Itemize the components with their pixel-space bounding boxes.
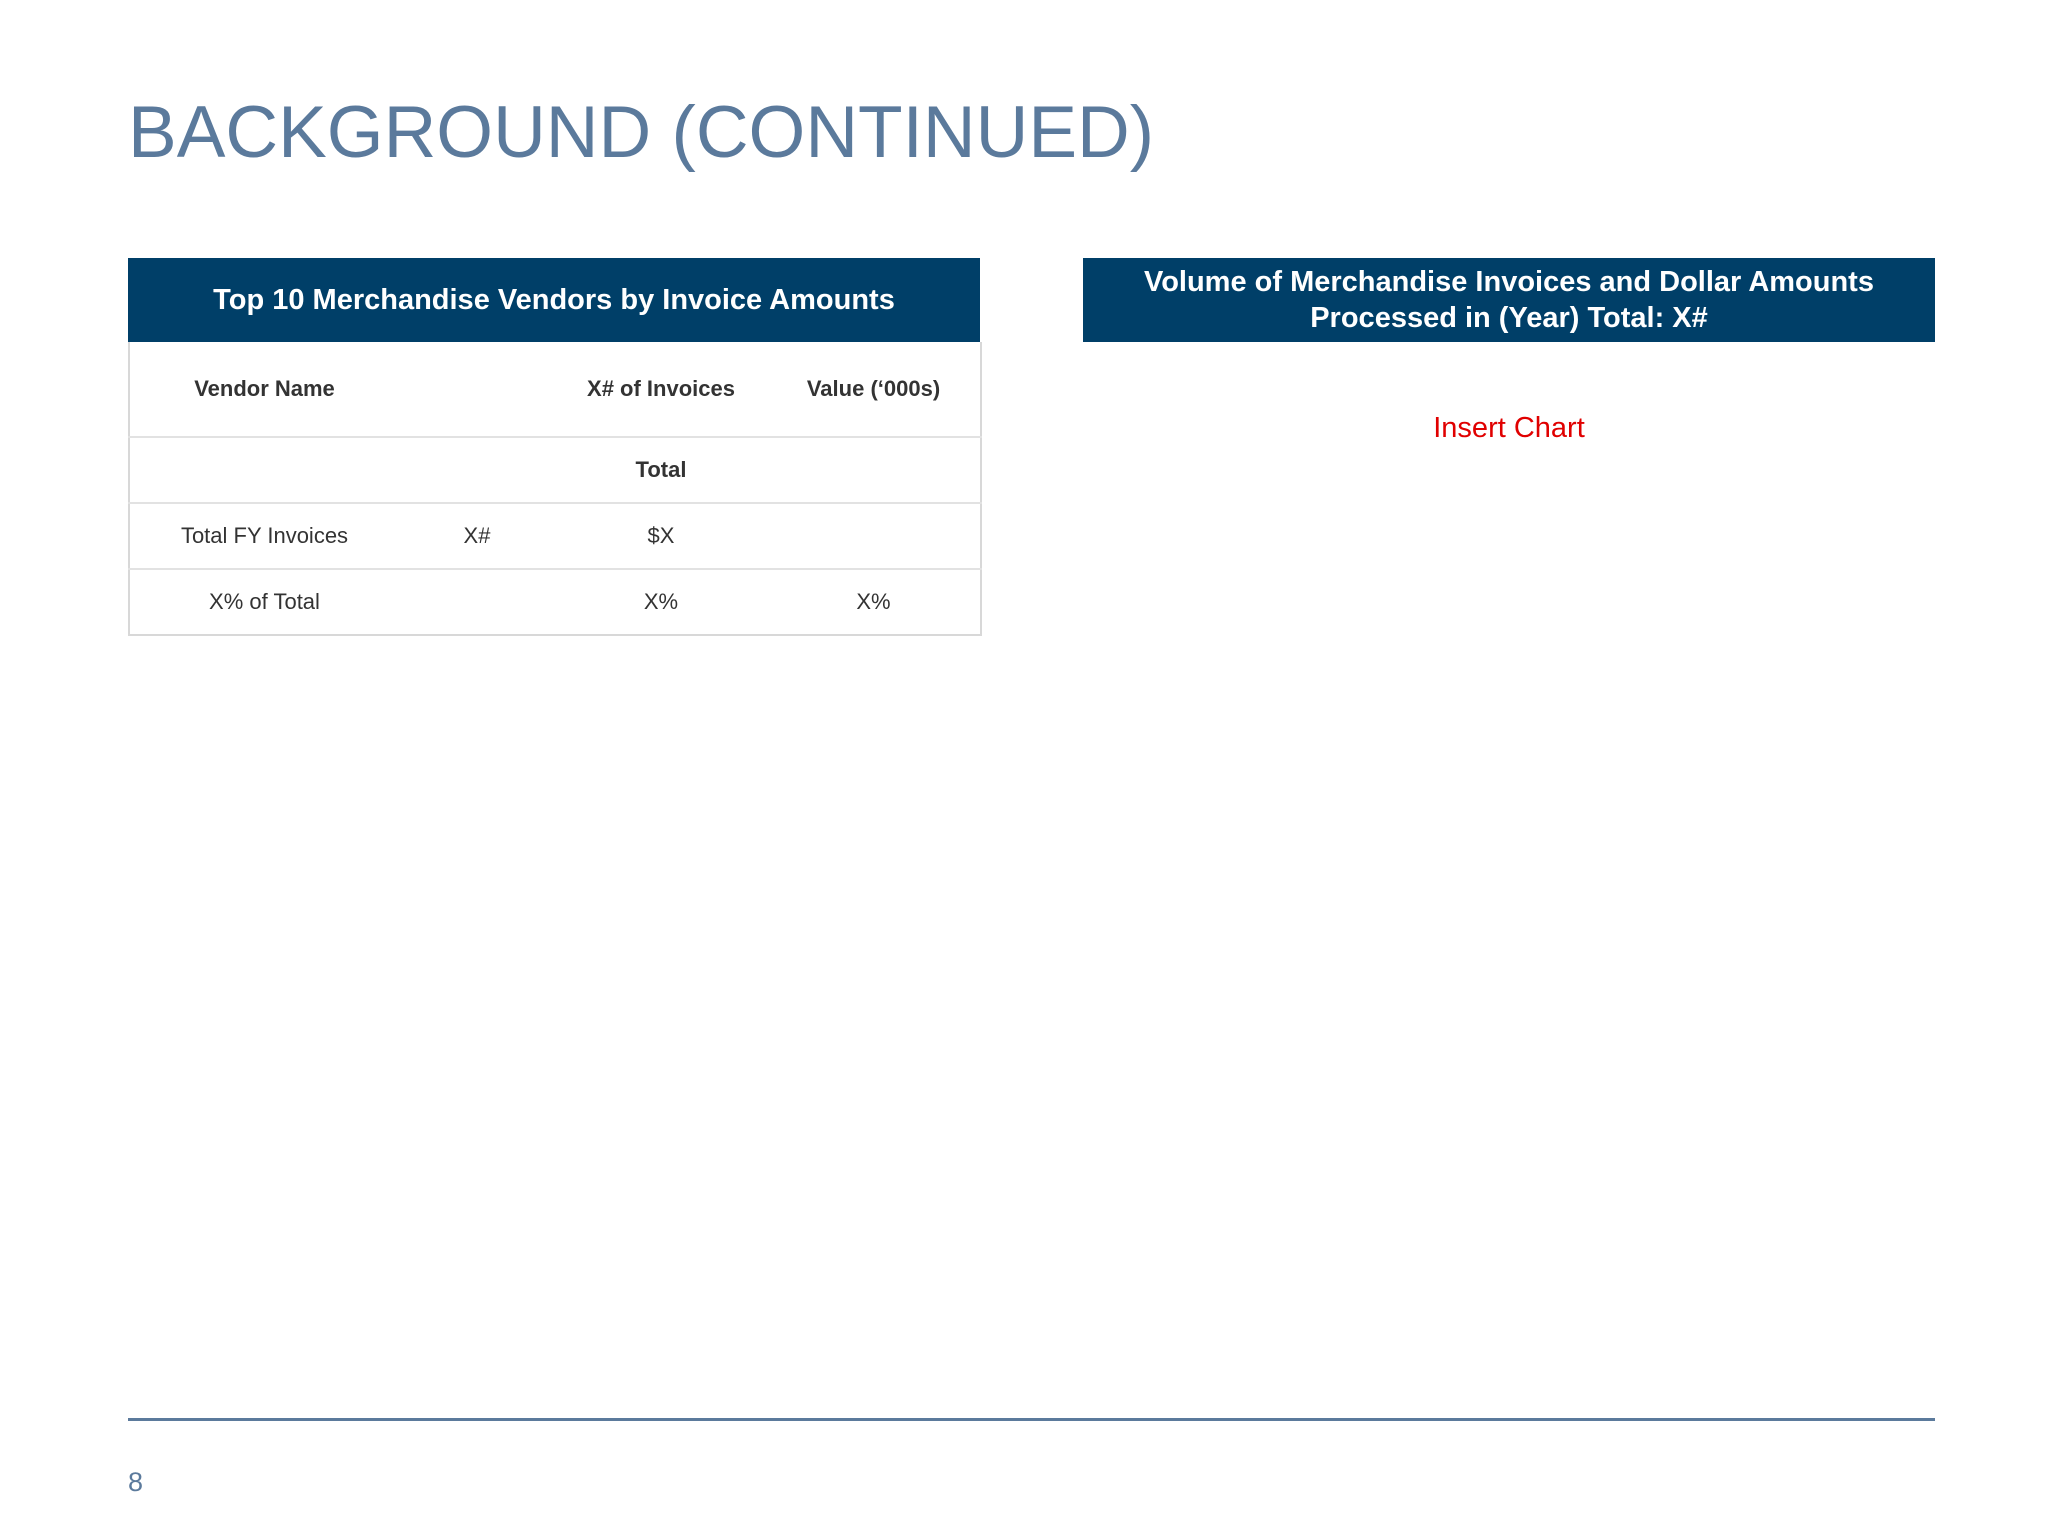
insert-chart-placeholder: Insert Chart	[1433, 412, 1585, 444]
vendors-table-header-text: Top 10 Merchandise Vendors by Invoice Amounts	[213, 284, 895, 316]
table-cell: X%	[555, 569, 767, 635]
table-cell: Total FY Invoices	[129, 503, 399, 569]
column-header-value: Value (‘000s)	[806, 376, 941, 401]
chart-panel-header-line-1: Volume of Merchandise Invoices and Dollar Amounts	[1144, 266, 1874, 298]
column-header-invoices: X# of Invoices	[587, 376, 735, 401]
table-cell	[129, 437, 399, 503]
table-row-percent-of-total	[129, 569, 981, 635]
footer-divider	[128, 1418, 1935, 1421]
table-cell: X%	[767, 569, 981, 635]
table-cell-total-label: Total	[555, 437, 767, 503]
table-cell	[399, 437, 555, 503]
table-cell	[767, 437, 981, 503]
column-header-blank	[399, 342, 555, 437]
slide-title: BACKGROUND (CONTINUED)	[128, 92, 1155, 173]
table-cell: X% of Total	[129, 569, 399, 635]
table-row-total-fy-invoices	[129, 503, 981, 569]
vendors-table-header	[128, 258, 980, 342]
vendors-table	[128, 342, 982, 636]
page-number: 8	[128, 1467, 144, 1497]
table-cell	[767, 503, 981, 569]
table-cell	[399, 569, 555, 635]
column-header-vendor-name: Vendor Name	[194, 376, 335, 401]
table-cell: $X	[555, 503, 767, 569]
table-row-total	[129, 437, 981, 503]
chart-panel-header	[1083, 258, 1935, 342]
table-header-row	[129, 342, 981, 437]
table-cell: X#	[399, 503, 555, 569]
chart-panel-header-line-2: Processed in (Year) Total: X#	[1310, 302, 1708, 334]
